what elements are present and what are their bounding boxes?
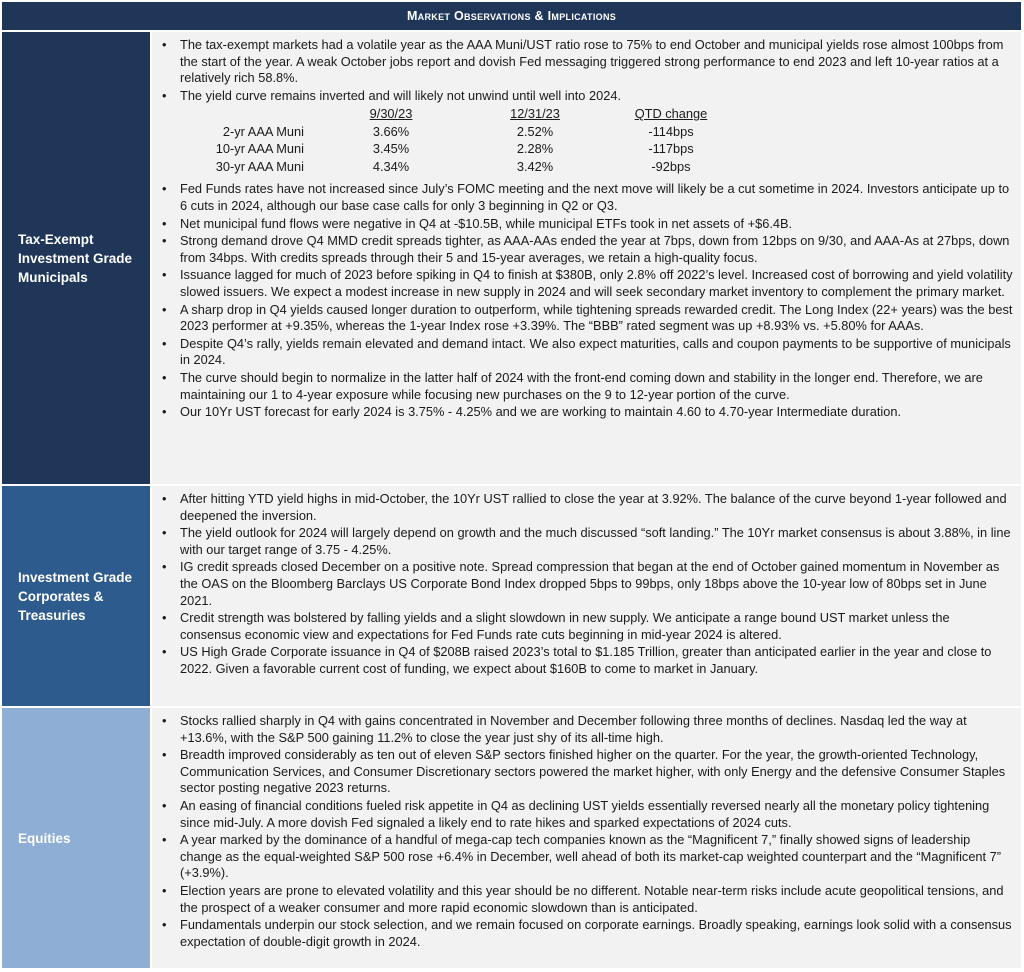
section-content [150, 708, 1021, 968]
bullet-item: • The yield outlook for 2024 will largely depend on growth and the much discussed “soft landing.” The 10Yr market consensus is about 3.88%, in line with our target range of 3.75 - 4.25%. [158, 525, 1013, 558]
table-title: Market Observations & Implications [406, 9, 617, 23]
bullet-list [158, 713, 1013, 950]
section-label: Tax-Exempt Investment Grade Municipals [2, 32, 150, 484]
col-header: 12/31/23 [510, 106, 560, 122]
section-label: Investment Grade Corporates & Treasuries [2, 486, 150, 706]
bullet-item: • The curve should begin to normalize in the latter half of 2024 with the front-end coming down and stability in the longer end. Therefore, we are maintaining our 1 to 4-year exposure while focusing new purchases on the 9 to 12-year portion of the curve. [158, 370, 1013, 403]
bullet-list [158, 491, 1013, 678]
section-label: Equities [2, 708, 150, 968]
bullet-item: • Our 10Yr UST forecast for early 2024 is 3.75% - 4.25% and we are working to maintain 4.60 to 4.70-year Intermediate duration. [158, 404, 1013, 421]
bullet-item: • IG credit spreads closed December on a positive note. Spread compression that began at the end of October gained momentum in November as the OAS on the Bloomberg Barclays US Corporate Bond Index dropped 5bps to 99bps, only 18bps above the 10-year low of 80bps set in June 2021. [158, 559, 1013, 609]
section-content [150, 486, 1021, 706]
bullet-list [158, 181, 1013, 420]
table-row: 10-yr AAA Muni 3.45% 2.28% -117bps [215, 141, 694, 157]
bullet-item: • US High Grade Corporate issuance in Q4 of $208B raised 2023’s total to $1.185 Trillion, greater than anticipated earlier in the year and close to 2022. Given a favorable current cost of funding, we expect about $160B to come to market in January. [158, 644, 1013, 677]
bullet-item: • After hitting YTD yield highs in mid-October, the 10Yr UST rallied to close the year at 3.92%. The balance of the curve beyond 1-year followed and deepened the inversion. [158, 491, 1013, 524]
section-equities [2, 706, 1021, 968]
table-row: 2-yr AAA Muni 3.66% 2.52% -114bps [222, 123, 694, 139]
bullet-item: • A year marked by the dominance of a handful of mega-cap tech companies known as the “Magnificent 7,” finally showed signs of leadership change as the equal-weighted S&P 500 rose +6.4% in December, well ahead of both its market-cap weighted counterpart and the “Magnificent 7” (+3.9%). [158, 832, 1013, 882]
yield-table [180, 105, 1013, 175]
bullet-item: • An easing of financial conditions fueled risk appetite in Q4 as declining UST yields essentially reversed nearly all the monetary policy tightening since mid-July. A more dovish Fed signaled a likely end to rate hikes and sparked expectations of 2024 cuts. [158, 798, 1013, 831]
table-header [2, 2, 1021, 30]
bullet-item: • The tax-exempt markets had a volatile year as the AAA Muni/UST ratio rose to 75% to end October and municipal yields rose almost 100bps from the start of the year. A weak October jobs report and dovish Fed messaging triggered strong performance to end 2023 and left 10-year ratios at a relatively rich 58.8%. [158, 37, 1013, 87]
col-header: 9/30/23 [369, 106, 413, 122]
bullet-item: • Breadth improved considerably as ten out of eleven S&P sectors finished higher on the quarter. For the year, the growth-oriented Technology, Communication Services, and Consumer Discretionary sectors powered the market higher, with only Energy and the defensive Consumer Staples sector posting negative 2023 returns. [158, 747, 1013, 797]
col-header: QTD change [634, 106, 708, 122]
bullet-item: • Election years are prone to elevated volatility and this year should be no different. Notable near-term risks include acute geopolitical tensions, and the prospect of a weaker consumer and more rapid economic slowdown than is anticipated. [158, 883, 1013, 916]
bullet-item: • The yield curve remains inverted and will likely not unwind until well into 2024. [158, 88, 1013, 105]
bullet-item: • Despite Q4’s rally, yields remain elevated and demand intact. We also expect maturities, calls and coupon payments to be supportive of municipals in 2024. [158, 336, 1013, 369]
yield-table-header [180, 105, 1013, 123]
section-municipals [2, 30, 1021, 484]
section-corporates-treasuries [2, 484, 1021, 706]
bullet-item: • Issuance lagged for much of 2023 before spiking in Q4 to finish at $380B, only 2.8% off 2022’s level. Increased cost of borrowing and yield volatility slowed issuers. We expect a modest increase in new supply in 2024 and will seek secondary market inventory to complement the primary market. [158, 267, 1013, 300]
table-row: 30-yr AAA Muni 4.34% 3.42% -92bps [215, 158, 691, 174]
bullet-item: • Strong demand drove Q4 MMD credit spreads tighter, as AAA-AAs ended the year at 7bps, down from 12bps on 9/30, and AAA-As at 27bps, down from 34bps. With credits spreads through their 5 and 15-year averages, we retain a high-quality focus. [158, 233, 1013, 266]
bullet-item: • Fed Funds rates have not increased since July’s FOMC meeting and the next move will likely be a cut sometime in 2024. Investors anticipate up to 6 cuts in 2024, although our base case calls for only 3 beginning in Q2 or Q3. [158, 181, 1013, 214]
bullet-list [158, 37, 1013, 104]
bullet-item: • Net municipal fund flows were negative in Q4 at -$10.5B, while municipal ETFs took in net assets of +$6.4B. [158, 216, 1013, 233]
bullet-item: • Credit strength was bolstered by falling yields and a slight slowdown in new supply. We anticipate a range bound UST market unless the consensus economic view and expectations for Fed Funds rate cuts beginning in mid-year 2024 is altered. [158, 610, 1013, 643]
section-content [150, 32, 1021, 484]
market-observations-table [2, 2, 1021, 968]
bullet-item: • Fundamentals underpin our stock selection, and we remain focused on corporate earnings. Broadly speaking, earnings look solid with a consensus expectation of double-digit growth in 2024. [158, 917, 1013, 950]
bullet-item: • A sharp drop in Q4 yields caused longer duration to outperform, while tightening spreads rewarded credit. The Long Index (22+ years) was the best 2023 performer at +9.35%, whereas the 1-year Index rose +3.39%. The “BBB” rated segment was up +8.93% vs. +5.80% for AAAs. [158, 302, 1013, 335]
bullet-item: • Stocks rallied sharply in Q4 with gains concentrated in November and December following three months of declines. Nasdaq led the way at +13.6%, with the S&P 500 gaining 11.2% to close the year just shy of its all-time high. [158, 713, 1013, 746]
